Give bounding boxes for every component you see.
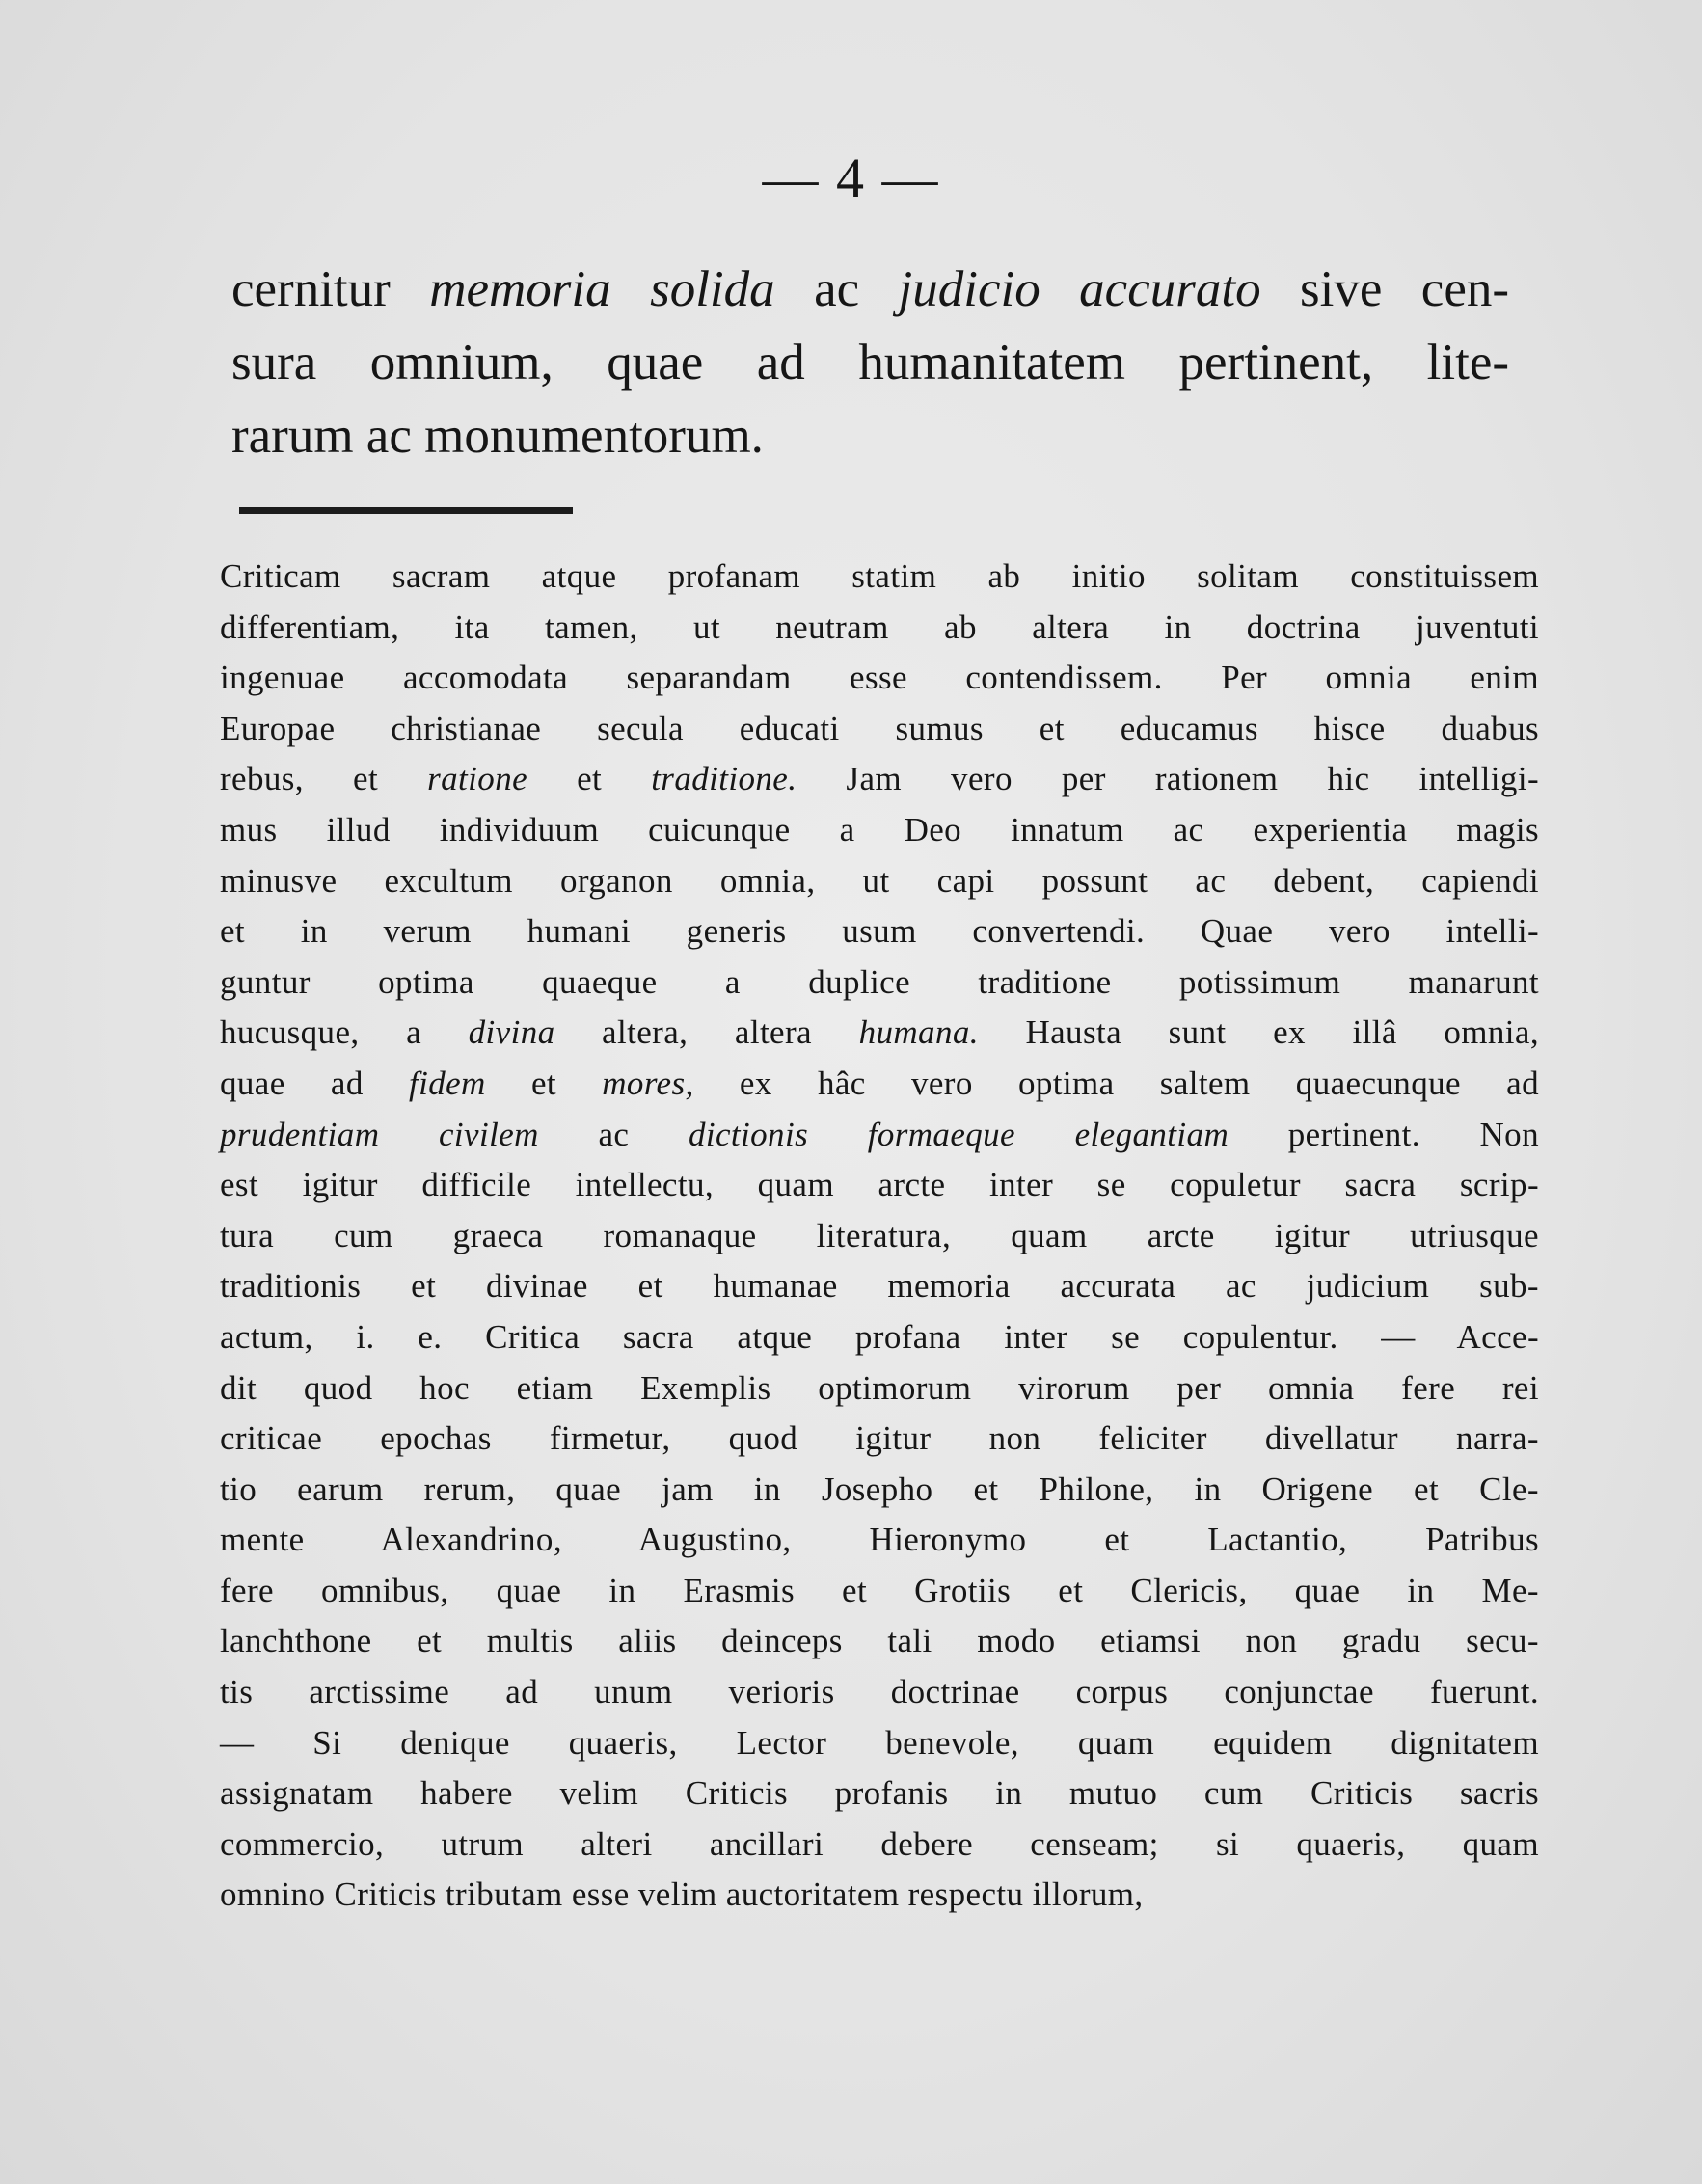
italic-text: divina	[468, 1013, 555, 1052]
text-segment: — Si denique quaeris, Lector benevole, quam equidem dignitatem	[220, 1723, 1539, 1762]
text-segment: criticae epochas firmetur, quod igitur non feliciter divellatur narra-	[220, 1419, 1539, 1458]
text-segment: ingenuae accomodata separandam esse contendissem. Per omnia enim	[220, 659, 1539, 697]
text-segment: dit quod hoc etiam Exemplis optimorum virorum per omnia fere rei	[220, 1368, 1539, 1407]
body-text-line	[220, 1414, 1539, 1465]
body-text-line	[220, 1211, 1539, 1262]
text-segment: quae ad	[220, 1064, 409, 1102]
text-segment: sive cen-	[1260, 261, 1509, 317]
body-text-line	[220, 1566, 1539, 1617]
text-segment: lanchthone et multis aliis deinceps tali modo etiamsi non gradu secu-	[220, 1622, 1539, 1660]
italic-text: traditione.	[651, 760, 797, 798]
lead-paragraph	[231, 253, 1509, 472]
body-text-line	[220, 1110, 1539, 1161]
text-segment: sura omnium, quae ad humanitatem pertinent, lite-	[231, 335, 1509, 391]
lead-text-line	[231, 253, 1509, 326]
italic-text: humana.	[858, 1013, 979, 1052]
text-segment: cernitur	[231, 261, 430, 317]
text-segment: assignatam habere velim Criticis profanis in mutuo cum Criticis sacris	[220, 1774, 1539, 1813]
text-segment: altera, altera	[554, 1013, 859, 1052]
text-segment: Jam vero per rationem hic intelligi-	[797, 760, 1540, 798]
body-text-line	[220, 653, 1539, 704]
text-segment: est igitur difficile intellectu, quam arcte inter se copuletur sacra scrip-	[220, 1166, 1539, 1204]
body-text-line	[220, 1820, 1539, 1871]
text-segment: actum, i. e. Critica sacra atque profana inter se copulentur. — Acce-	[220, 1317, 1539, 1356]
body-text-line	[220, 1312, 1539, 1363]
body-text-line	[220, 1363, 1539, 1415]
text-segment: rebus, et	[220, 760, 428, 798]
body-text-line	[220, 754, 1539, 805]
body-text-line	[220, 603, 1539, 654]
text-segment: et in verum humani generis usum convertendi. Quae vero intelli-	[220, 912, 1539, 951]
text-segment: et	[527, 760, 652, 798]
body-text-line	[220, 1261, 1539, 1312]
text-segment: tio earum rerum, quae jam in Josepho et Philone, in Origene et Cle-	[220, 1469, 1539, 1508]
text-segment: Criticam sacram atque profanam statim ab initio solitam constituissem	[220, 557, 1539, 595]
text-segment: traditionis et divinae et humanae memoria accurata ac judicium sub-	[220, 1267, 1539, 1306]
text-segment: mus illud individuum cuicunque a Deo innatum ac experientia magis	[220, 810, 1539, 849]
body-text-line	[220, 1465, 1539, 1516]
body-text-line	[220, 957, 1539, 1009]
body-text-line	[220, 704, 1539, 755]
text-segment: Hausta sunt ex illâ omnia,	[978, 1013, 1540, 1052]
body-text-line	[220, 1768, 1539, 1820]
text-segment: ex hâc vero optima saltem quaecunque ad	[693, 1064, 1539, 1102]
lead-text-line	[231, 399, 1509, 472]
body-text-line	[220, 1515, 1539, 1566]
text-segment: rarum ac monumentorum.	[231, 408, 764, 464]
italic-text: judicio accurato	[898, 261, 1261, 317]
body-text-line	[220, 1870, 1539, 1921]
body-text-line	[220, 1616, 1539, 1667]
body-text-line	[220, 906, 1539, 957]
text-segment: et	[485, 1064, 603, 1102]
italic-text: dictionis formaeque elegantiam	[688, 1115, 1229, 1153]
body-text-line	[220, 1008, 1539, 1059]
text-segment: Europae christianae secula educati sumus et educamus hisce duabus	[220, 709, 1539, 747]
text-segment: hucusque, a	[220, 1013, 469, 1052]
body-text-line	[220, 552, 1539, 603]
italic-text: memoria solida	[429, 261, 775, 317]
text-segment: tis arctissime ad unum verioris doctrinae corpus conjunctae fuerunt.	[220, 1673, 1539, 1712]
page-number: — 4 —	[762, 147, 940, 209]
text-segment: differentiam, ita tamen, ut neutram ab altera in doctrina juventuti	[220, 607, 1539, 646]
text-segment: ac	[538, 1115, 689, 1153]
body-text-line	[220, 1059, 1539, 1110]
text-segment: fere omnibus, quae in Erasmis et Grotiis et Clericis, quae in Me-	[220, 1571, 1539, 1609]
body-text-line	[220, 1718, 1539, 1769]
italic-text: fidem	[408, 1064, 486, 1102]
body-text-line	[220, 1667, 1539, 1718]
text-segment: pertinent. Non	[1229, 1115, 1539, 1153]
body-text-line	[220, 856, 1539, 907]
text-segment: omnino Criticis tributam esse velim auctoritatem respectu illorum,	[220, 1875, 1144, 1914]
italic-text: prudentiam civilem	[220, 1115, 539, 1153]
text-segment: commercio, utrum alteri ancillari debere censeam; si quaeris, quam	[220, 1824, 1539, 1863]
lead-text-line	[231, 326, 1509, 399]
italic-text: mores,	[602, 1064, 694, 1102]
text-segment: tura cum graeca romanaque literatura, quam arcte igitur utriusque	[220, 1216, 1539, 1254]
text-segment: minusve excultum organon omnia, ut capi possunt ac debent, capiendi	[220, 861, 1539, 900]
text-segment: mente Alexandrino, Augustino, Hieronymo et Lactantio, Patribus	[220, 1521, 1539, 1559]
italic-text: ratione	[427, 760, 528, 798]
text-segment: ac	[774, 261, 899, 317]
text-segment: guntur optima quaeque a duplice traditione potissimum manarunt	[220, 962, 1539, 1001]
section-divider-rule	[239, 507, 573, 514]
body-text-line	[220, 805, 1539, 856]
body-text-line	[220, 1160, 1539, 1211]
main-paragraph	[220, 552, 1539, 1921]
